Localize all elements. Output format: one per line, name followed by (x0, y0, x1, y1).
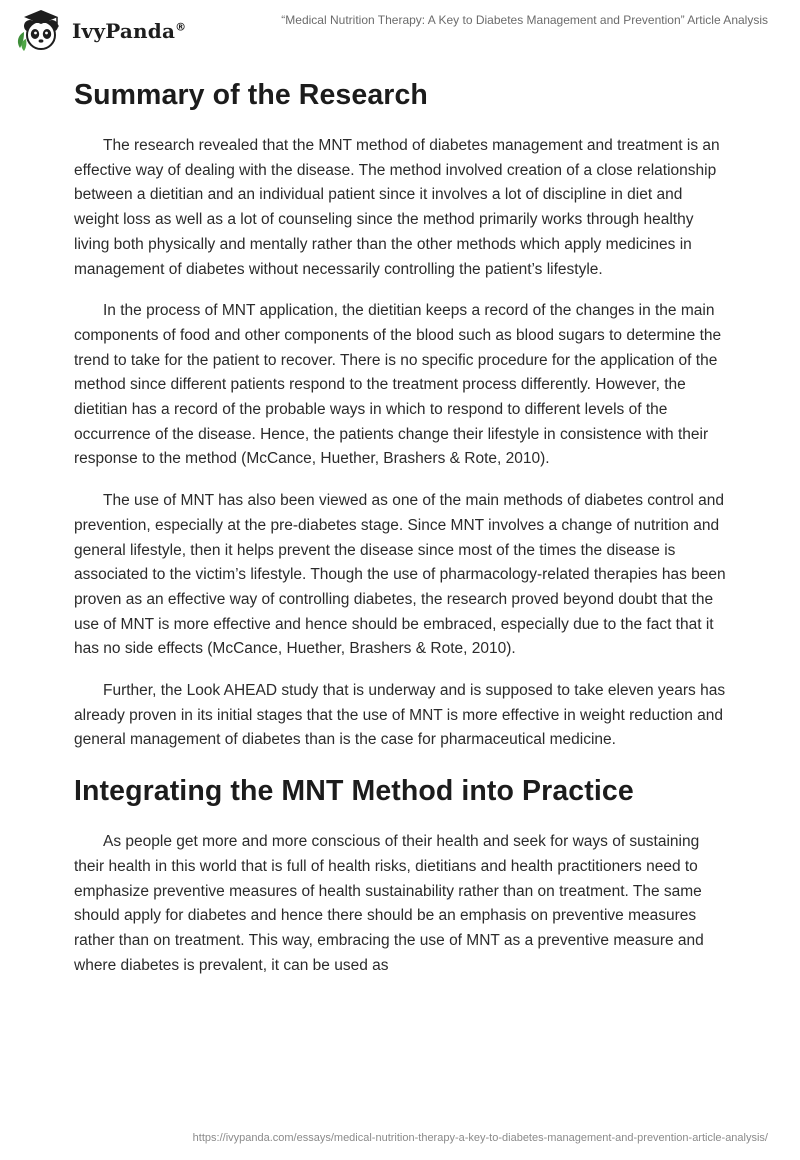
paragraph: As people get more and more conscious of their health and seek for ways of sustaining their health in this world that is full of health risks, dietitians and health practitioners need to emphasize preventive measures of health sustainability rather than on treatment. The same should apply for diabetes and hence there should be an emphasis on preventive measures rather than on treatment. This way, embracing the use of MNT as a preventive measure and where diabetes is prevalent, it can be used as (74, 833, 704, 974)
ivypanda-logo[interactable] (14, 8, 186, 54)
article-body (74, 70, 726, 995)
panda-graduate-icon (14, 8, 66, 54)
paragraph: The use of MNT has also been viewed as one of the main methods of diabetes control and prevention, especially at the pre-diabetes stage. Since MNT involves a change of nutrition and general lifestyle, then it helps prevent the disease since most of the times the disease is associated to the victim’s lifestyle. Though the use of pharmacology-related therapies has been proven as an effective way of controlling diabetes, the research proved beyond doubt that the use of MNT is more effective and hence should be embraced, especially due to the fact that it has no side effects (McCance, Huether, Brashers & Rote, 2010). (74, 492, 726, 658)
section-heading-integrating: Integrating the MNT Method into Practice (74, 775, 634, 808)
section-heading-summary: Summary of the Research (74, 79, 428, 111)
registered-mark: ® (175, 20, 187, 34)
paragraph: Further, the Look AHEAD study that is underway and is supposed to take eleven years has already proven in its initial stages that the use of MNT is more effective in weight reduction and general management of diabetes than is the case for pharmaceutical medicine. (74, 682, 726, 749)
source-url[interactable]: https://ivypanda.com/essays/medical-nutrition-therapy-a-key-to-diabetes-management-and-prevention-article-analysis/ (192, 1132, 768, 1144)
paragraph: The research revealed that the MNT method of diabetes management and treatment is an effective way of dealing with the disease. The method involved creation of a close relationship between a dietitian and an individual patient since it involves a lot of discipline in diet and weight loss as well as a lot of counseling since the method primarily works through healthy living both physically and mentally rather than the other methods which apply medicines in management of diabetes without necessarily controlling the patient’s lifestyle. (74, 137, 720, 278)
paragraph: In the process of MNT application, the dietitian keeps a record of the changes in the main components of food and other components of the blood such as blood sugars to determine the trend to take for the patient to recover. There is no specific procedure for the application of the method since different patients respond to the treatment process differently. However, the dietitian has a record of the probable ways in which to respond to different levels of the occurrence of the disease. Hence, the patients change their lifestyle in consistence with their response to the method (McCance, Huether, Brashers & Rote, 2010). (74, 302, 722, 468)
document-title: “Medical Nutrition Therapy: A Key to Diabetes Management and Prevention” Article Analysis (281, 13, 768, 27)
logo-wordmark: IvyPanda® (72, 19, 187, 43)
page-header (0, 0, 800, 60)
